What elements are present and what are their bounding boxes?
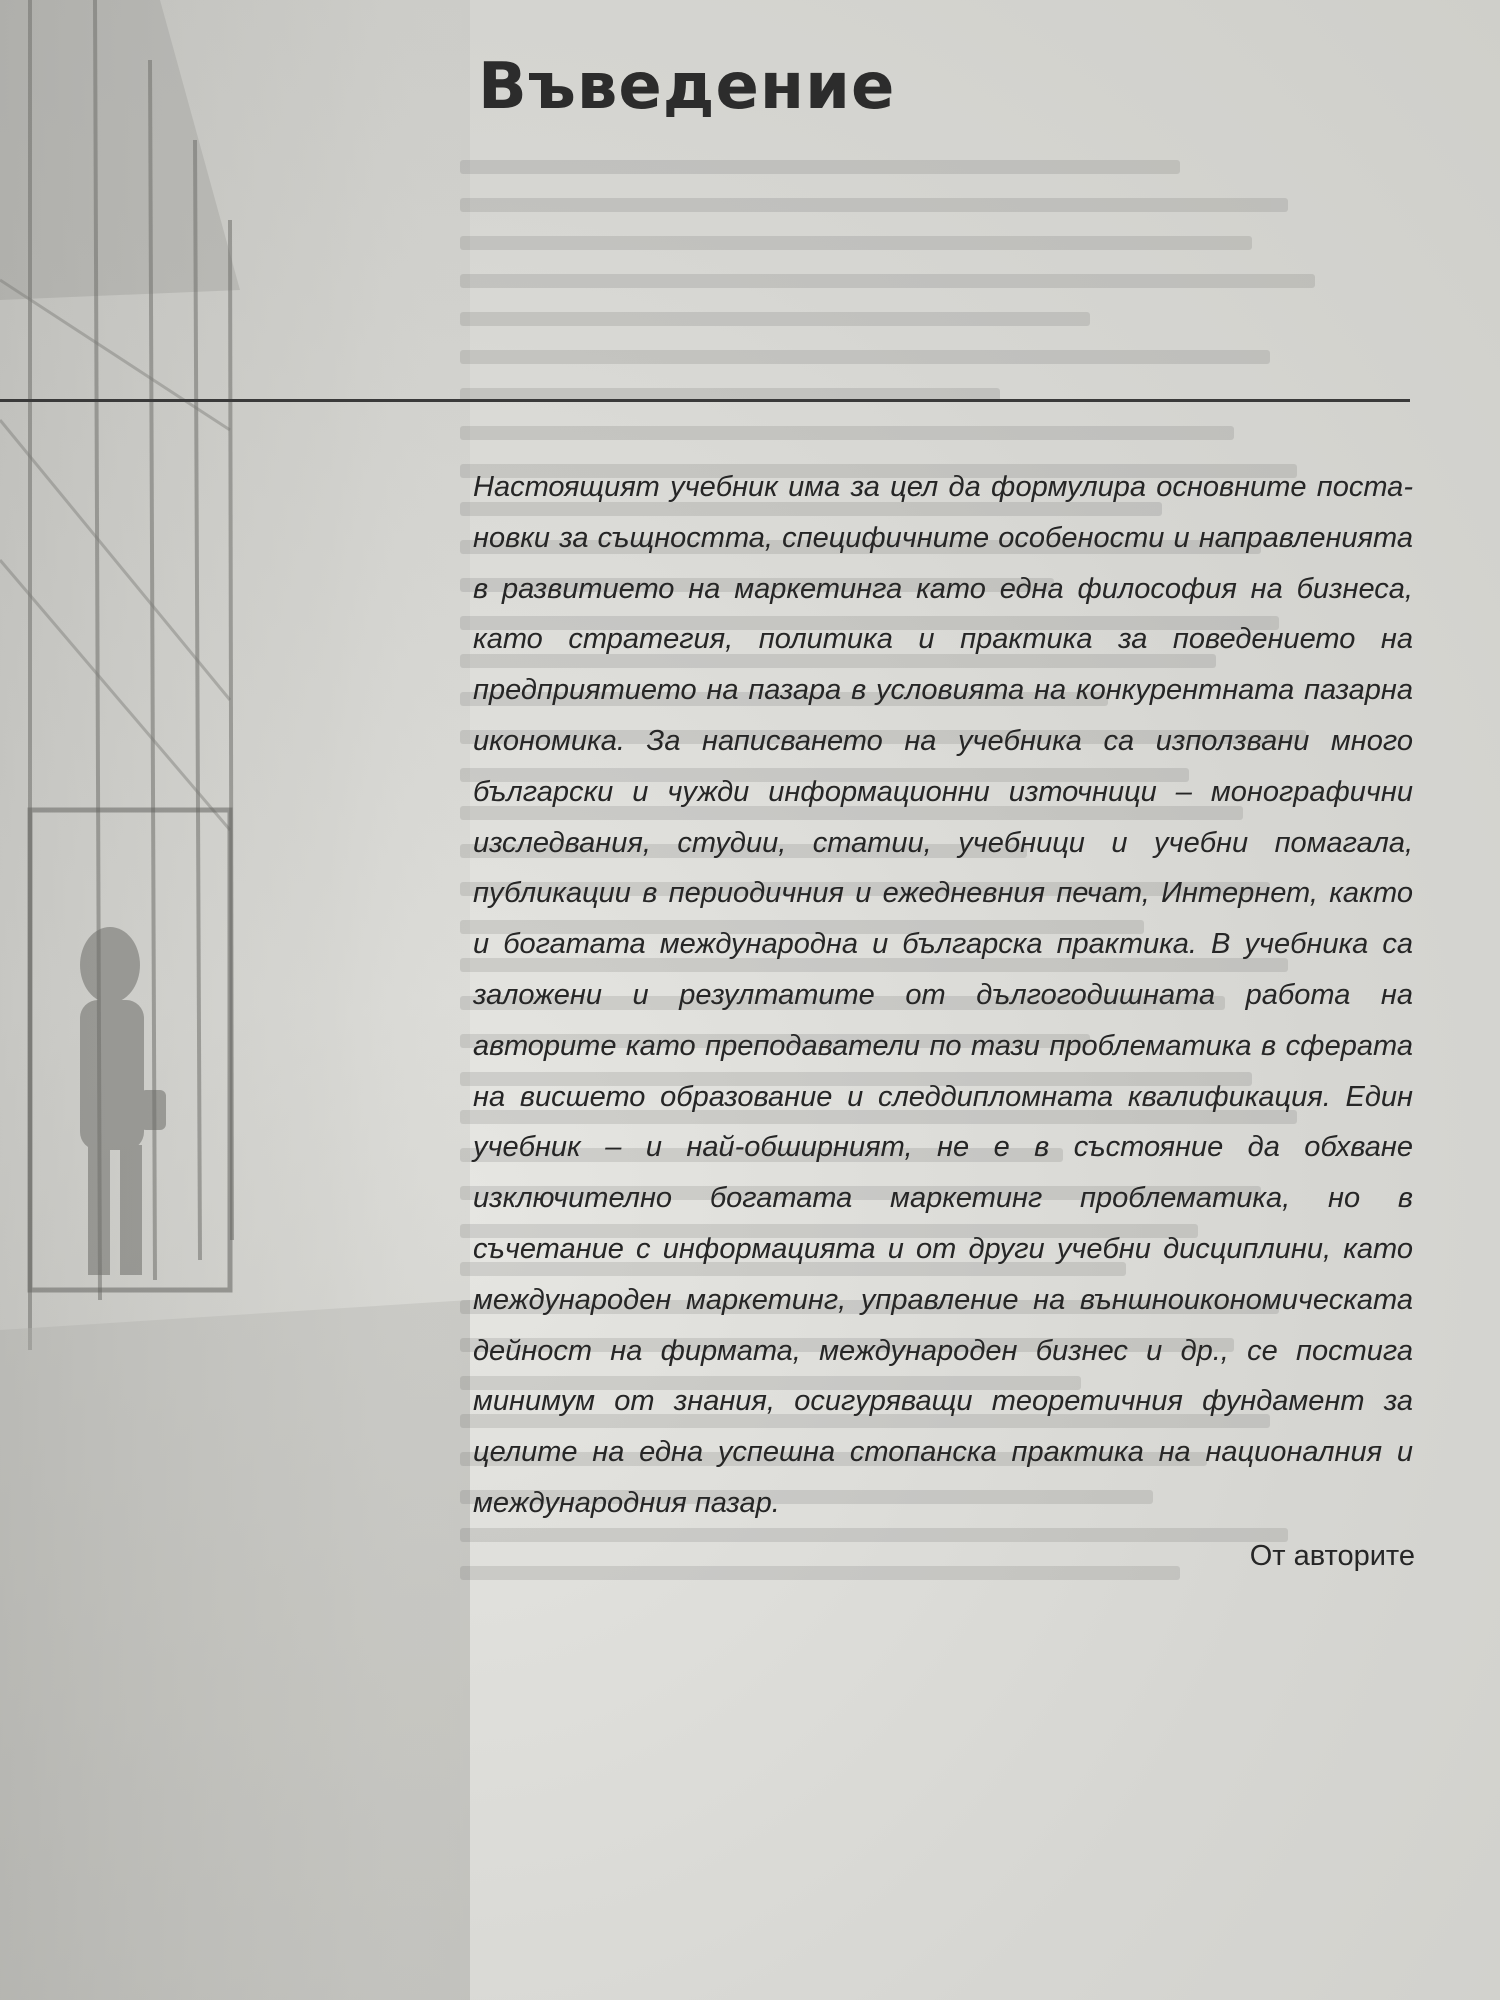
- author-signature: От авторите: [1249, 1540, 1415, 1572]
- page-title: Въведение: [478, 50, 896, 124]
- intro-paragraph: Настоящият учебник има за цел да формулира основните постановки за същността, специфичните особености и направленията в развитието на маркетинга като една философия на бизнеса, като стратегия, политика и практика за поведението на предприятието на пазара в условията на конкурентната пазарна икономика. За написването на учебника са използвани много български и чужди информационни източници – монографични изследвания, студии, статии, учебници и учебни помагала, публикации в периодичния и ежедневния печат, Интернет, както и богатата международна и българска практика. В учебника са заложени и резултатите от дългогодишната работа на авторите като преподаватели по тази проблематика в сферата на висшето образование и следдипломната квалификация. Един учебник – и най-обширният, не е в състояние да обхване изключително богатата маркетинг проблематика, но в съчетание с информацията и от други учебни дисциплини, като международен маркетинг, управление на външноикономическата дейност на фирмата, международен бизнес и др., се постига минимум от знания, осигуряващи теоретичния фундамент за целите на една успешна стопанска практика на националния и международния пазар.: [473, 471, 1413, 1519]
- heading-divider: [0, 399, 1410, 402]
- background-photo: [0, 0, 470, 2000]
